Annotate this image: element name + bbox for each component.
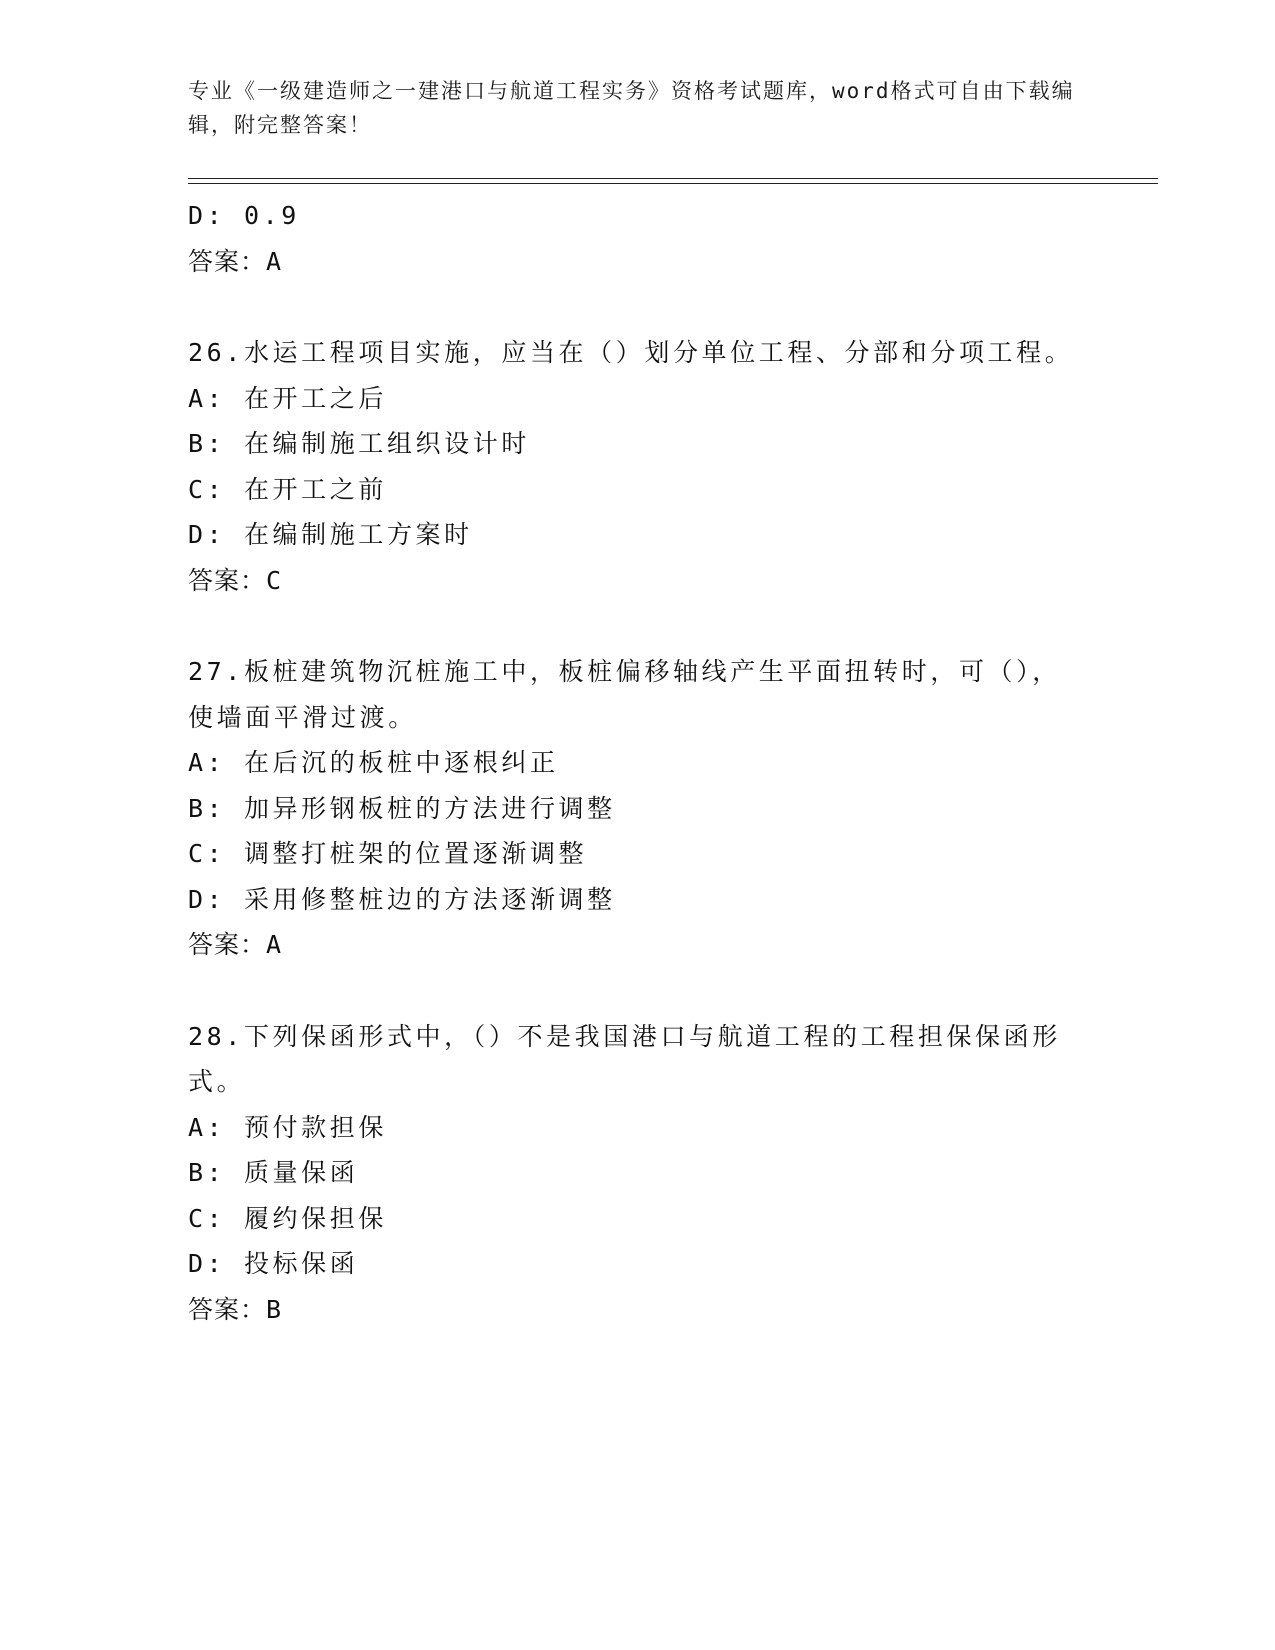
answer-label: 答案：: [188, 930, 267, 959]
question-stem: 27.板桩建筑物沉桩施工中，板桩偏移轴线产生平面扭转时，可（），: [188, 657, 1061, 686]
spacer: [188, 968, 1088, 1014]
answer-value: A: [266, 246, 282, 276]
document-header: 专业《一级建造师之一建港口与航道工程实务》资格考试题库，word格式可自由下载编辑，附完整答案！: [188, 79, 1075, 137]
header-rule-bottom: [188, 183, 1158, 184]
option-d: D: 0.9: [188, 201, 300, 230]
answer-line: [188, 239, 1088, 285]
question-stem-continued: 使墙面平滑过渡。: [188, 702, 417, 732]
answer-label: 答案：: [188, 246, 267, 276]
question-27: [188, 649, 1088, 968]
option-b: B: 质量保函: [188, 1158, 359, 1187]
header-rule-top: [188, 178, 1158, 179]
option-a: A: 在后沉的板桩中逐根纠正: [188, 748, 559, 777]
question-stem: 28.下列保函形式中，（）不是我国港口与航道工程的工程担保保函形: [188, 1021, 1061, 1051]
option-a: A: 在开工之后: [188, 383, 387, 413]
answer-line: [188, 558, 1088, 604]
answer-label: 答案：: [188, 565, 267, 595]
option-b: B: 加异形钢板桩的方法进行调整: [188, 793, 616, 823]
answer-value: B: [266, 1294, 282, 1324]
option-c: C: 履约保担保: [188, 1203, 387, 1233]
option-c: C: 调整打桩架的位置逐渐调整: [188, 839, 588, 868]
question-stem: 26.水运工程项目实施，应当在（）划分单位工程、分部和分项工程。: [188, 338, 1074, 367]
answer-value: C: [266, 565, 282, 595]
option-a: A: 预付款担保: [188, 1112, 387, 1142]
spacer: [188, 284, 1088, 330]
option-c: C: 在开工之前: [188, 474, 387, 504]
spacer: [188, 603, 1088, 649]
answer-label: 答案：: [188, 1294, 267, 1324]
answer-value: A: [266, 930, 282, 959]
option-d: D: 投标保函: [188, 1249, 359, 1278]
option-d: D: 采用修整桩边的方法逐渐调整: [188, 884, 616, 914]
question-26: [188, 330, 1088, 603]
question-28: [188, 1014, 1088, 1333]
document-body: [188, 193, 1088, 1332]
option-d: D: 在编制施工方案时: [188, 520, 473, 549]
option-b: B: 在编制施工组织设计时: [188, 429, 530, 458]
question-stem-continued: 式。: [188, 1067, 246, 1096]
answer-line: [188, 922, 1088, 968]
answer-line: [188, 1287, 1088, 1333]
